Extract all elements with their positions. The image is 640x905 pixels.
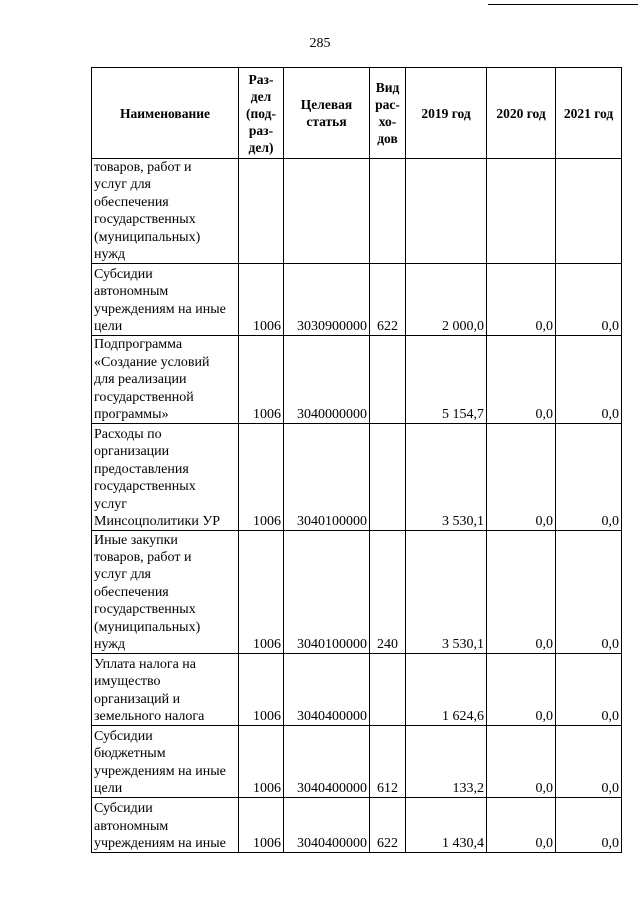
row-section: 1006 xyxy=(239,264,284,336)
row-2020: 0,0 xyxy=(487,264,556,336)
header-rule xyxy=(488,4,638,5)
row-target: 3040100000 xyxy=(284,531,370,654)
row-target: 3040400000 xyxy=(284,798,370,853)
row-2020: 0,0 xyxy=(487,424,556,531)
table-row xyxy=(92,798,622,853)
row-2019 xyxy=(406,159,487,264)
col-header-section: Раз- дел (под- раз- дел) xyxy=(239,68,284,159)
budget-table xyxy=(91,67,622,853)
table-row xyxy=(92,726,622,798)
row-2020: 0,0 xyxy=(487,654,556,726)
row-2019: 3 530,1 xyxy=(406,531,487,654)
row-name: товаров, работ и услуг для обеспечения государственных (муниципальных) нужд xyxy=(92,159,239,264)
row-expense-type: 240 xyxy=(370,531,406,654)
row-target: 3040000000 xyxy=(284,336,370,424)
row-2021: 0,0 xyxy=(556,264,622,336)
table-row xyxy=(92,531,622,654)
table-row xyxy=(92,424,622,531)
row-2021: 0,0 xyxy=(556,726,622,798)
row-name: Субсидии бюджетным учреждениям на иные цели xyxy=(92,726,239,798)
row-name: Уплата налога на имущество организаций и земельного налога xyxy=(92,654,239,726)
row-name: Расходы по организации предоставления государственных услуг Минсоцполитики УР xyxy=(92,424,239,531)
row-2019: 1 430,4 xyxy=(406,798,487,853)
row-section xyxy=(239,159,284,264)
header-row xyxy=(92,68,622,159)
row-2019: 3 530,1 xyxy=(406,424,487,531)
page-number: 285 xyxy=(309,36,331,51)
row-2021: 0,0 xyxy=(556,336,622,424)
row-section: 1006 xyxy=(239,531,284,654)
row-section: 1006 xyxy=(239,798,284,853)
row-section: 1006 xyxy=(239,336,284,424)
row-name: Субсидии автономным учреждениям на иные xyxy=(92,798,239,853)
row-target: 3040100000 xyxy=(284,424,370,531)
row-expense-type xyxy=(370,424,406,531)
col-header-2021: 2021 год xyxy=(556,68,622,159)
row-name: Подпрограмма «Создание условий для реализации государственной программы» xyxy=(92,336,239,424)
row-2019: 2 000,0 xyxy=(406,264,487,336)
row-2020 xyxy=(487,159,556,264)
row-expense-type: 612 xyxy=(370,726,406,798)
table-row xyxy=(92,654,622,726)
col-header-2019: 2019 год xyxy=(406,68,487,159)
row-2020: 0,0 xyxy=(487,531,556,654)
table-row xyxy=(92,336,622,424)
row-2020: 0,0 xyxy=(487,726,556,798)
row-target: 3030900000 xyxy=(284,264,370,336)
row-section: 1006 xyxy=(239,654,284,726)
row-2019: 5 154,7 xyxy=(406,336,487,424)
row-2021: 0,0 xyxy=(556,798,622,853)
row-target xyxy=(284,159,370,264)
row-2020: 0,0 xyxy=(487,336,556,424)
row-section: 1006 xyxy=(239,424,284,531)
row-2021: 0,0 xyxy=(556,531,622,654)
col-header-expense-type: Вид рас- хо- дов xyxy=(370,68,406,159)
row-2021: 0,0 xyxy=(556,654,622,726)
col-header-2020: 2020 год xyxy=(487,68,556,159)
col-header-target: Целевая статья xyxy=(284,68,370,159)
row-2021 xyxy=(556,159,622,264)
row-expense-type xyxy=(370,159,406,264)
table-row xyxy=(92,264,622,336)
row-expense-type: 622 xyxy=(370,798,406,853)
row-name: Иные закупки товаров, работ и услуг для обеспечения государственных (муниципальных) нужд xyxy=(92,531,239,654)
row-name: Субсидии автономным учреждениям на иные цели xyxy=(92,264,239,336)
col-header-name: Наименование xyxy=(92,68,239,159)
row-2020: 0,0 xyxy=(487,798,556,853)
row-2019: 1 624,6 xyxy=(406,654,487,726)
row-expense-type xyxy=(370,654,406,726)
row-expense-type xyxy=(370,336,406,424)
table-row xyxy=(92,159,622,264)
row-2021: 0,0 xyxy=(556,424,622,531)
row-expense-type: 622 xyxy=(370,264,406,336)
row-target: 3040400000 xyxy=(284,726,370,798)
row-target: 3040400000 xyxy=(284,654,370,726)
row-2019: 133,2 xyxy=(406,726,487,798)
row-section: 1006 xyxy=(239,726,284,798)
